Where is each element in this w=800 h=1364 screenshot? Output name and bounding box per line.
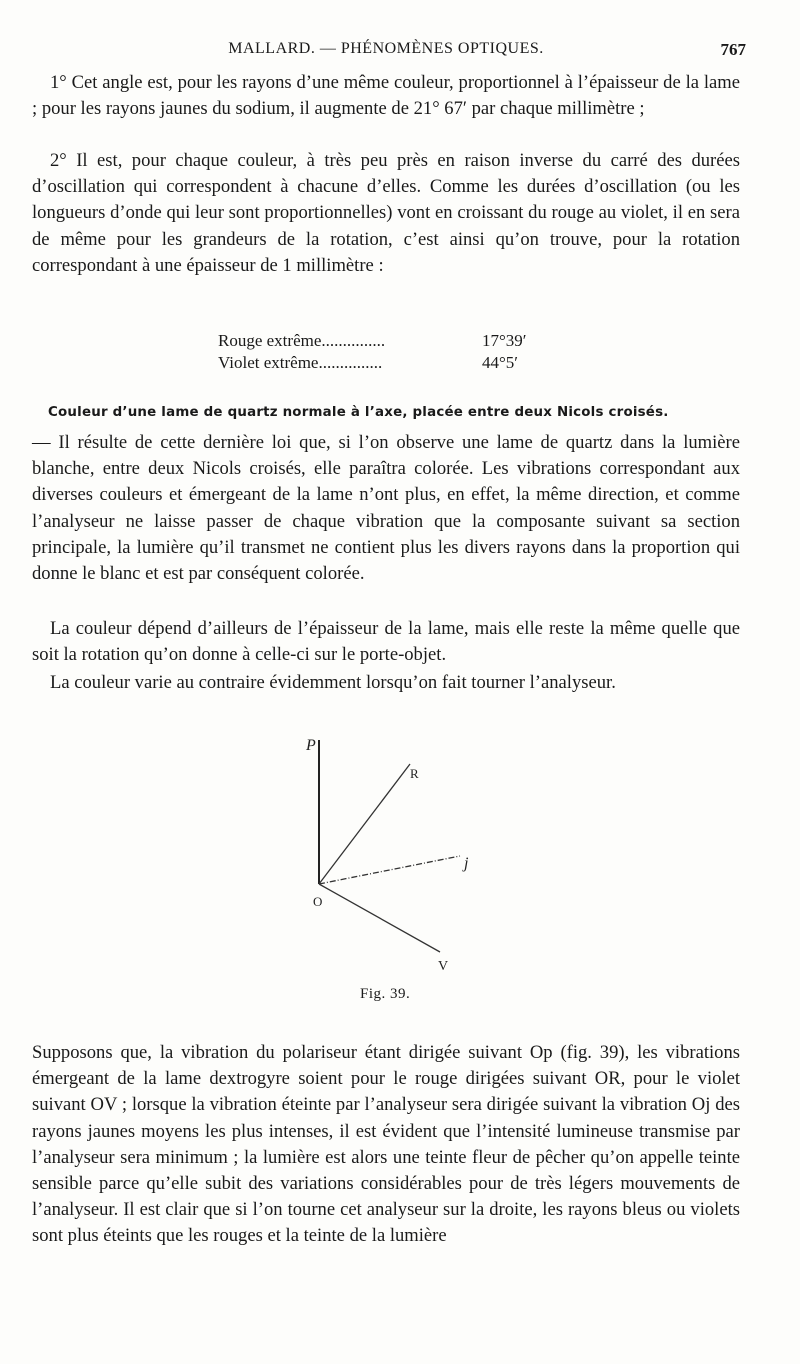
table-row-label: Rouge extrême...............	[218, 331, 386, 350]
label-v: V	[438, 959, 449, 974]
running-header-title: MALLARD. — PHÉNOMÈNES OPTIQUES.	[228, 40, 544, 57]
label-r: R	[410, 766, 419, 781]
paragraph-text: La couleur dépend d’ailleurs de l’épaisseur de la lame, mais elle reste la même quelle que soit la rotation qu’on donne à celle-ci sur le porte-objet.	[32, 618, 740, 666]
figure-caption: Fig. 39.	[360, 986, 411, 1002]
paragraph-text: 2° Il est, pour chaque couleur, à très peu près en raison inverse du carré des durées d’oscillation qui correspondent à chacune d’elles. Comme les durées d’oscillation (ou les longueurs d’onde qui leur sont proportionnelles) vont en croissant du rouge au violet, il en sera de même pour les grandeurs de la rotation, c’est ainsi qu’on trouve, pour la rotation correspondant à une épaisseur de 1 millimètre :	[32, 150, 740, 276]
label-o: O	[313, 894, 323, 909]
paragraph-text: 1° Cet angle est, pour les rayons d’une même couleur, proportionnel à l’épaisseur de la lame ; pour les rayons jaunes du sodium, il augmente de 21° 67′ par chaque millimètre ;	[32, 72, 740, 120]
paragraph-inverse-square	[32, 148, 740, 279]
rotation-table	[218, 330, 558, 374]
paragraph-angle-proportional	[32, 70, 740, 122]
paragraph-colored-light	[32, 430, 740, 587]
paragraph-text: La couleur varie au contraire évidemment lorsqu’on fait tourner l’analyseur.	[50, 672, 616, 693]
paragraph-text: Supposons que, la vibration du polariseur étant dirigée suivant Op (fig. 39), les vibrations émergeant de la lame dextrogyre soient pour le rouge dirigées suivant OR, pour le violet suivant OV ; lorsque la vibration éteinte par l’analyseur sera dirigée suivant la vibration Oj des rayons jaunes moyens les plus intenses, il est évident que l’intensité lumineuse transmise par l’analyseur sera minimum ; la lumière est alors une teinte fleur de pêcher qu’on appelle teinte sensible parce qu’elle subit des variations considérables pour de très légers mouvements de l’analyseur. Il est clair que si l’on tourne cet analyseur sur la droite, les rayons bleus ou violets sont plus éteints que les rouges et la teinte de la lumière	[32, 1042, 740, 1247]
running-header	[32, 38, 746, 64]
table-row-value: 44°5′	[482, 353, 519, 372]
page-number: 767	[720, 40, 746, 59]
vector-or	[319, 764, 410, 884]
paragraph-text: — Il résulte de cette dernière loi que, si l’on observe une lame de quartz dans la lumière blanche, entre deux Nicols croisés, elle paraîtra colorée. Les vibrations correspondant aux diverses couleurs et émergeant de la lame n’ont plus, en effet, la même direction, et comme l’analyseur ne laisse passer de chaque vibration que la composante suivant sa section principale, la lumière qu’il transmet ne contient plus les divers rayons dans la proportion qui donne le blanc et est par conséquent colorée.	[32, 432, 740, 585]
table-row	[218, 352, 558, 374]
table-row-label: Violet extrême...............	[218, 353, 383, 372]
paragraph-color-varies	[32, 670, 740, 696]
label-p: P	[306, 737, 316, 754]
vector-oj	[319, 856, 460, 884]
paragraph-sensitive-tint	[32, 1040, 740, 1250]
paragraph-color-depends	[32, 616, 740, 668]
vector-ov	[319, 884, 440, 952]
table-row	[218, 330, 558, 352]
figure-39-diagram	[280, 730, 520, 1000]
label-j: j	[464, 855, 469, 872]
table-row-value: 17°39′	[482, 331, 527, 350]
section-heading: Couleur d’une lame de quartz normale à l’axe, placée entre deux Nicols croisés.	[48, 405, 669, 420]
